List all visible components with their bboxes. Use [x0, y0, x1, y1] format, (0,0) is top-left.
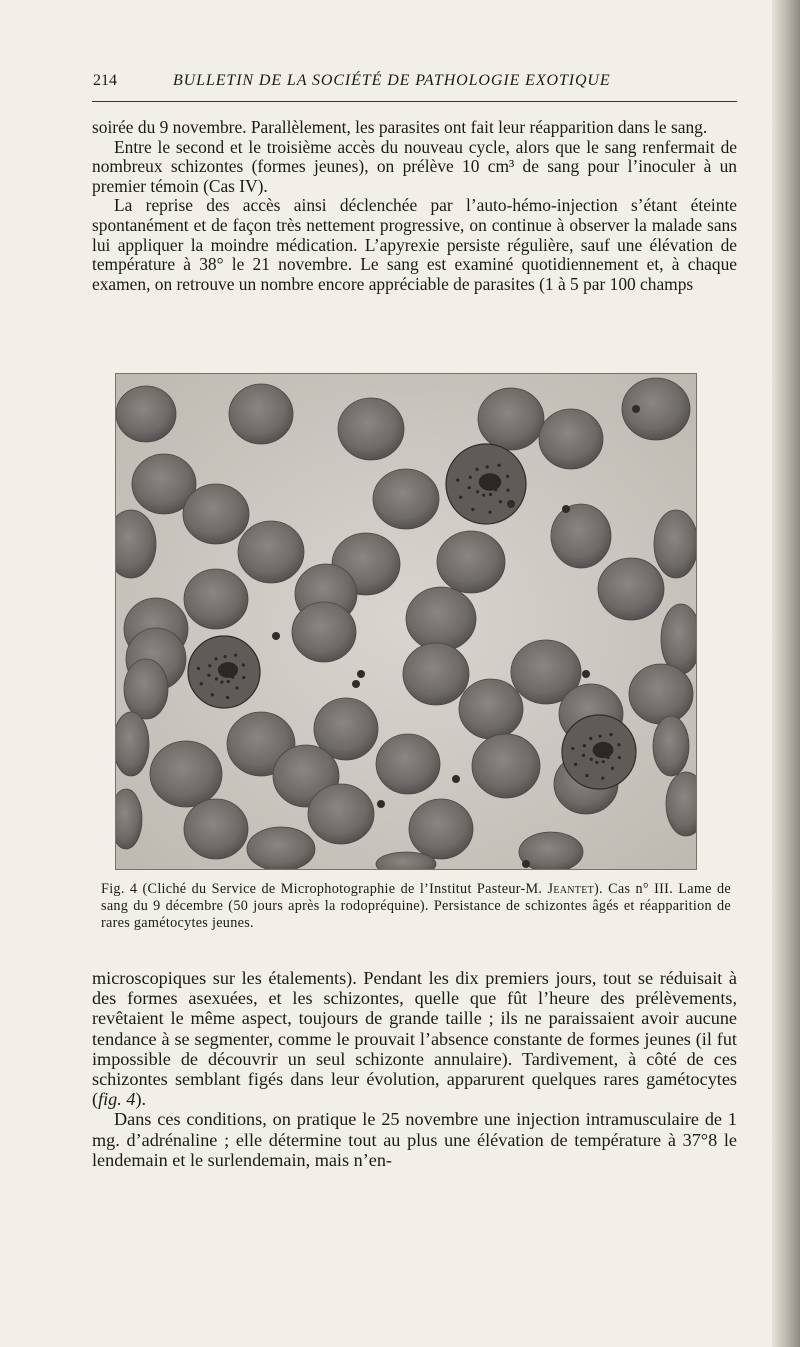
running-head: BULLETIN DE LA SOCIÉTÉ DE PATHOLOGIE EXOTIQUE — [173, 72, 611, 89]
red-blood-cell — [247, 827, 315, 869]
platelet — [377, 800, 385, 808]
paragraph-text: ). — [135, 1089, 147, 1110]
red-blood-cell — [184, 799, 248, 859]
red-blood-cell — [478, 388, 544, 450]
micrograph-figure — [115, 373, 697, 870]
red-blood-cell — [229, 384, 293, 444]
blood-smear-micrograph — [116, 374, 696, 869]
red-blood-cell — [629, 664, 693, 724]
platelet — [272, 632, 280, 640]
paragraph: Dans ces conditions, on pratique le 25 novembre une injection intramusculaire de 1 mg. d’adrénaline ; elle détermine tout au plus une élévation de température à 37°8 le lendemain et le surlendemain, mais n’en- — [92, 1109, 737, 1170]
paragraph: La reprise des accès ainsi déclenchée par l’auto-hémo-injection s’étant éteinte spontanément et de façon très nettement progressive, on continue à observer la malade sans lui appliquer la moindre médication. L’apyrexie persiste régulière, sauf une élévation de température à 38° le 21 novembre. Le sang est examiné quotidiennement et, à chaque examen, on retrouve un nombre encore appréciable de parasites (1 à 5 par 100 champs — [92, 195, 737, 294]
paragraph: soirée du 9 novembre. Parallèlement, les parasites ont fait leur réapparition dans le sang. — [92, 117, 708, 137]
red-blood-cell — [551, 504, 611, 568]
schizonte — [562, 715, 636, 789]
caption-rest: ). Cas n° III. Lame de sang du 9 décembre (50 jours après la rodopréquine). Persistance de schizontes âgés et réapparition de rares gamétocytes jeunes. — [101, 881, 731, 931]
red-blood-cell — [150, 741, 222, 807]
platelet — [452, 775, 460, 783]
platelet — [522, 860, 530, 868]
platelet — [632, 405, 640, 413]
red-blood-cell — [539, 409, 603, 469]
red-blood-cell — [409, 799, 473, 859]
figure-caption — [101, 881, 731, 932]
red-blood-cell — [406, 587, 476, 651]
red-blood-cell — [116, 386, 176, 442]
platelet — [562, 505, 570, 513]
page-header — [93, 72, 738, 94]
red-blood-cell — [116, 712, 149, 776]
red-blood-cell — [183, 484, 249, 544]
header-rule — [92, 101, 737, 102]
red-blood-cell — [403, 643, 469, 705]
platelet — [352, 680, 360, 688]
red-blood-cell — [654, 510, 696, 578]
red-blood-cell — [292, 602, 356, 662]
red-blood-cell — [376, 734, 440, 794]
paragraph-text: microscopiques sur les étalements). Pendant les dix premiers jours, tout se réduisait à des formes asexuées, et les schizontes, quelle que fût l’heure des prélèvements, revêtaient le même aspect, toujours de grande taille ; ils ne paraissaient avoir aucune tendance à se segmenter, comme le prouvait l’absence constante de formes jeunes (il fut impossible de découvrir un seul schizonte annulaire). Tardivement, à côté de ces schizontes semblant figés dans leur évolution, apparurent quelques rares gamétocytes ( — [92, 968, 737, 1110]
red-blood-cell — [373, 469, 439, 529]
red-blood-cell — [472, 734, 540, 798]
caption-author: Jeantet — [547, 881, 595, 897]
platelet — [357, 670, 365, 678]
red-blood-cell — [653, 716, 689, 776]
figure-reference: fig. 4 — [98, 1089, 136, 1110]
schizonte — [446, 444, 526, 524]
bottom-body-text — [92, 968, 737, 1170]
red-blood-cell — [437, 531, 505, 593]
red-blood-cell — [338, 398, 404, 460]
red-blood-cell — [598, 558, 664, 620]
red-blood-cell — [308, 784, 374, 844]
red-blood-cell — [238, 521, 304, 583]
top-body-text — [92, 118, 737, 294]
paragraph: Entre le second et le troisième accès du nouveau cycle, alors que le sang renfermait de nombreux schizontes (formes jeunes), on prélève 10 cm³ de sang pour l’inoculer à un premier témoin (Cas IV). — [92, 136, 737, 196]
red-blood-cell — [124, 659, 168, 719]
platelet — [582, 670, 590, 678]
red-blood-cell — [184, 569, 248, 629]
paragraph — [92, 968, 737, 1109]
platelet — [507, 500, 515, 508]
red-blood-cell — [459, 679, 523, 739]
page-number: 214 — [93, 72, 117, 89]
schizonte — [188, 636, 260, 708]
caption-lead: Fig. 4 (Cliché du Service de Microphotographie de l’Institut Pasteur-M. — [101, 881, 548, 897]
page-edge-shadow — [772, 0, 800, 1347]
